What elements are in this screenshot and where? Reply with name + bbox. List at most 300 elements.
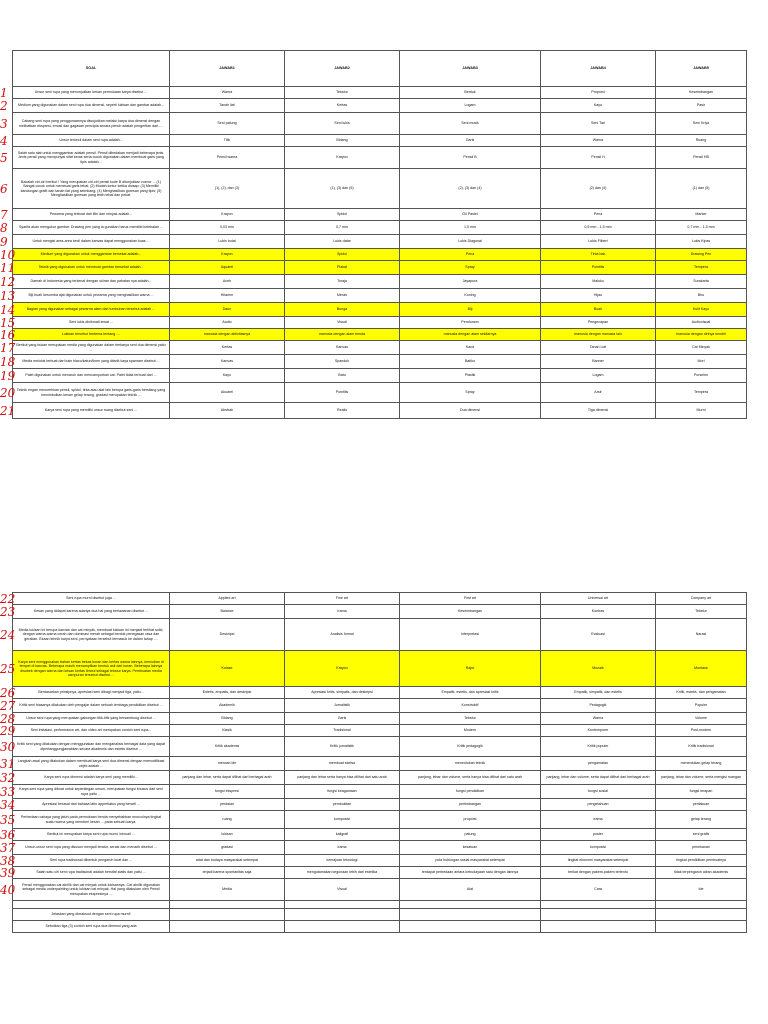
answer-cell-2: Garis [285,713,400,725]
answer-cell-3: Kritik pedagogik [400,737,541,757]
answer-cell-1: Aceh [170,275,285,289]
answer-cell-2: Analisis formal [285,619,400,651]
answer-cell-4: Mozaik [541,651,656,687]
answer-cell-3: Interpretasi [400,619,541,651]
answer-cell-3: menentukan teknik [400,757,541,771]
answer-cell-3: Logam [400,99,541,113]
handwritten-number: 11 [0,260,16,275]
answer-cell-2: (1), (3) dan (5) [285,169,400,209]
question-cell: Langkah awal yang dilakukan dalam membuat karya seni dua dimensi dengan memodifikasi objek adalah ... [13,757,170,771]
answer-cell-4: Evaluasi [541,619,656,651]
handwritten-number: 21 [0,403,16,418]
answer-cell-3: Dua dimensi [400,403,541,419]
answer-cell-2: Visual [285,879,400,901]
answer-cell-3: Garis [400,135,541,147]
quiz2-row [13,867,747,879]
handwritten-number: 14 [0,302,16,317]
answer-cell-5: Narasi [656,619,747,651]
answer-cell-4: tingkat ekonomi masyarakat setempat [541,855,656,867]
handwritten-number: 28 [0,711,16,726]
answer-cell-2: Bunga [285,303,400,317]
answer-cell-4 [541,909,656,921]
answer-cell-5: menentukan gelap terang [656,757,747,771]
answer-cell-1: Kolase [170,651,285,687]
answer-cell-2: Bidang [285,135,400,147]
answer-cell-5: perilakuan [656,799,747,811]
quiz2-row [13,713,747,725]
header-jawab3: JAWAB3 [400,51,541,87]
answer-cell-5: Pensil HB [656,147,747,169]
answer-cell-2: Realis [285,403,400,419]
question-cell: Medium yang digunakan untuk menggambar bersekat adalah... [13,249,170,261]
answer-cell-2: Lukis datar [285,235,400,249]
answer-cell-3: Biji [400,303,541,317]
quiz2-row [13,841,747,855]
answer-cell-5: Kulit Kayu [656,303,747,317]
question-cell: Berikut yang bukan merupakan media yang digunakan dalam berkarya seni dua dimensi yaitu ... [13,341,170,355]
answer-cell-4: Logam [541,369,656,383]
answer-cell-1: Bidang [170,713,285,725]
answer-cell-5: Tempera [656,383,747,403]
answer-cell-3: 1,5 mm [400,221,541,235]
answer-cell-5: Montase [656,651,747,687]
answer-cell-3: Bentuk [400,87,541,99]
quiz1-row [13,249,747,261]
question-cell: Karya seni rupa dimensi adalah karya seni yang memiliki... [13,771,170,785]
handwritten-number: 5 [0,150,8,165]
quiz1-row [13,261,747,275]
answer-cell-2: Spidol [285,249,400,261]
question-cell: Sebutkan tiga (3) contoh seni rupa dua dimensi yang ada [13,921,170,933]
quiz1-row [13,403,747,419]
quiz1-row [13,303,747,317]
answer-cell-2: fungsi keagamaan [285,785,400,799]
answer-cell-2: irama [285,841,400,855]
answer-cell-1: Daun [170,303,285,317]
answer-cell-3: fungsi pendidikan [400,785,541,799]
quiz2-row [13,909,747,921]
quiz1-row [13,221,747,235]
answer-cell-5 [656,921,747,933]
answer-cell-3: Spray [400,383,541,403]
answer-cell-1: Aquarel [170,261,285,275]
answer-cell-1: adat dan budaya masyarakat setempat [170,855,285,867]
answer-cell-2: 0,7 mm [285,221,400,235]
quiz2-row [13,879,747,901]
answer-cell-5 [656,901,747,909]
answer-cell-3: Tekstur [400,713,541,725]
answer-cell-1: Deskripsi [170,619,285,651]
question-cell: Unsur terkecil dalam seni rupa adalah... [13,135,170,147]
answer-cell-5: (1) dan (5) [656,169,747,209]
answer-cell-5: tingkat pendidikan pembuatnya [656,855,747,867]
answer-cell-4: Kontemporer [541,725,656,737]
answer-cell-5: Marker [656,209,747,221]
question-cell: Seni rupa tradisional dibentuk pengaruh kuat dan ... [13,855,170,867]
answer-cell-5: Mori [656,355,747,369]
handwritten-number: 30 [0,739,16,754]
question-cell: Berdasarkan prinsipnya, apresiasi seni dibagi menjadi tiga, yaitu... [13,687,170,699]
answer-cell-4: Cara [541,879,656,901]
answer-cell-2: kaligrafi [285,829,400,841]
answer-cell-2: Spanduk [285,355,400,369]
question-cell: Untuk mengisi area-area kecil dalam kanvas dapat menggunakan kuas ... [13,235,170,249]
answer-cell-2: komposisi [285,811,400,829]
answer-cell-1: Lukis bulat [170,235,285,249]
answer-cell-3: Oil Pastel [400,209,541,221]
handwritten-number: 18 [0,354,16,369]
answer-cell-3: patung [400,829,541,841]
answer-cell-4: Kritik populer [541,737,656,757]
question-cell: Syarifa akan mengukur gambar. Drawing pen yang ia gunakan harus memiliki ketebalan ... [13,221,170,235]
answer-cell-1 [170,909,285,921]
handwritten-number: 31 [0,756,16,771]
answer-cell-2: Merah [285,289,400,303]
answer-cell-3: Pena [400,249,541,261]
answer-cell-1: 0,03 mm [170,221,285,235]
handwritten-number: 38 [0,853,16,868]
handwritten-number: 37 [0,840,16,855]
answer-cell-5: Kritik tradisional [656,737,747,757]
handwritten-number: 9 [0,234,8,249]
answer-cell-1: ruang [170,811,285,829]
answer-cell-4: Warna [541,135,656,147]
answer-cell-3: panjang, lebar dan volume, serta hanya bisa dilihat dari satu arah [400,771,541,785]
quiz1-row [13,209,747,221]
answer-cell-1: Kanvas [170,355,285,369]
answer-cell-5: Murni [656,403,747,419]
question-cell: Unsur-unsur seni rupa yang disusun menjadi teratur, serasi dan menarik disebut ... [13,841,170,855]
answer-cell-2: Apresiasi kritis, simpatis, dan deskripsi [285,687,400,699]
handwritten-number: 6 [0,181,8,196]
answer-cell-5: Drawing Pen [656,249,747,261]
quiz1-row [13,113,747,135]
quiz1-row [13,329,747,341]
answer-cell-2: manusia dengan alam benda [285,329,400,341]
answer-cell-3: (2), (3) dan (4) [400,169,541,209]
handwritten-number: 19 [0,368,16,383]
header-row [13,51,747,87]
answer-cell-4: komposisi [541,841,656,855]
answer-cell-2: Krayon [285,147,400,169]
answer-cell-2 [285,909,400,921]
answer-cell-1: Kritik akademis [170,737,285,757]
answer-cell-3: Empatik, estetis, dan apresiasi kritis [400,687,541,699]
answer-cell-1: Balance [170,605,285,619]
answer-cell-4: irama [541,811,656,829]
answer-cell-2: Tradisional [285,725,400,737]
handwritten-number: 29 [0,723,16,738]
question-cell: Salah satu alat untuk menggambar adalah pensil. Pensil dibedakan menjadi beberapa jenis. Jenis pensil yang mempunyai sifat keras serta cocok digunakan dalam membuat garis yang tipis adalah... [13,147,170,169]
quiz1-row [13,317,747,329]
answer-cell-2: Plakat [285,261,400,275]
handwritten-number: 7 [0,207,8,222]
handwritten-number: 16 [0,327,16,342]
answer-cell-5: 0,7 mm - 1,5 mm [656,221,747,235]
answer-cell-1: Warna [170,87,285,99]
answer-cell-5: fungsi terapan [656,785,747,799]
question-cell: Bagian yang digunakan sebagai pewarna alam dari tumbuhan tersebut adalah ... [13,303,170,317]
answer-cell-4: Pedagogik [541,699,656,713]
handwritten-number: 8 [0,220,8,235]
answer-cell-2: Toraja [285,275,400,289]
answer-cell-5: penekanan [656,841,747,855]
answer-cell-4: 0,5 mm - 1,5 mm [541,221,656,235]
answer-cell-4: Banner [541,355,656,369]
header-jawab2: JAWAB2 [285,51,400,87]
answer-cell-4: Pointilis [541,261,656,275]
handwritten-number: 4 [0,133,8,148]
quiz2-row [13,771,747,785]
quiz2-row [13,811,747,829]
question-cell: Seni instalasi, performance art, dan video art merupakan contoh seni rupa... [13,725,170,737]
handwritten-number: 13 [0,288,16,303]
answer-cell-3: First art [400,593,541,605]
question-cell: Media lukisan ini berupa kanvas dan cat minyak, membuat lukisan ini menjadi terlihat solid, dengan warna-warna cerah dan dominasi merah sebagai bentuk penegasan rasa dan gerakan. Ekaan tehnik karya seni, pernyataan tersebut termasuk ke dalam tahap .... [13,619,170,651]
answer-cell-5: Surakarta [656,275,747,289]
header-soal: SOAL [13,51,170,87]
answer-cell-5: Keseimbangan [656,87,747,99]
answer-cell-1: panjang dan lebar, serta dapat dilihat dari berbagai arah [170,771,285,785]
quiz1-row [13,169,747,209]
question-cell: Pewarna yang terbuat dari lilin dan minyak adalah... [13,209,170,221]
question-cell: Daerah di Indonesia yang terkenal dengan ukiran dan pahatan nya adalah... [13,275,170,289]
answer-cell-4: Tiga dimensi [541,403,656,419]
answer-cell-2: Jurnalistik [285,699,400,713]
quiz1-row [13,99,747,113]
answer-cell-1: Akuarel [170,383,285,403]
answer-cell-2: Pointilis [285,383,400,403]
answer-cell-4: (2) dan (4) [541,169,656,209]
answer-cell-4: Universal art [541,593,656,605]
question-cell: Jelaskan yang dimaksud dengan seni rupa murni! [13,909,170,921]
header-jawab1: JAWAB1 [170,51,285,87]
answer-cell-5: Audiovisual [656,317,747,329]
answer-cell-2: pembuktian [285,799,400,811]
answer-cell-5 [656,909,747,921]
quiz1-row [13,383,747,403]
answer-cell-4: Lukis Filbert [541,235,656,249]
handwritten-number: 3 [0,116,8,131]
answer-cell-2: panjang dan lebar serta hanya bisa dilihat dari satu arah [285,771,400,785]
answer-cell-1: manusia dengan aktivitasnya [170,329,285,341]
answer-cell-5: Tempera [656,261,747,275]
answer-cell-3: Alat [400,879,541,901]
answer-cell-5: Ide [656,879,747,901]
quiz1-row [13,341,747,355]
quiz-table-2 [12,592,747,933]
quiz2-row [13,699,747,713]
question-cell: Unsur seni rupa yang merupakan gabungan titik-titik yang bersambung disebut ... [13,713,170,725]
answer-cell-2: mengutamakan kegunaan lebih dari estetika [285,867,400,879]
answer-cell-4: pengetahuan [541,799,656,811]
handwritten-number: 27 [0,698,16,713]
answer-cell-5: Populer [656,699,747,713]
quiz2-row [13,829,747,841]
question-cell: Kritik seni biasanya dilakukan oleh pengajar dalam sebuah lembaga pendidikan disebut ... [13,699,170,713]
question-cell: Medium yang digunakan dalam seni rupa dua dimensi, seperti lukisan dan gambar adalah... [13,99,170,113]
answer-cell-3: Keseimbangan [400,605,541,619]
answer-cell-1: Akademik [170,699,285,713]
answer-cell-3: Seni musik [400,113,541,135]
answer-cell-2: Seni lukis [285,113,400,135]
quiz2-row [13,737,747,757]
answer-cell-1: Klasik [170,725,285,737]
answer-cell-1 [170,901,285,909]
handwritten-number: 34 [0,797,16,812]
answer-cell-1: Pensil warna [170,147,285,169]
question-cell: Biji buah kesumba ajat digunakan untuk pewarna yang menghasilkan warna ... [13,289,170,303]
answer-cell-2: Kritik jurnalistik [285,737,400,757]
answer-cell-3 [400,901,541,909]
question-cell: Karya seni menggunakan bahan kertas bekas koran dan kertas warna lainnya, kemudian di tempel di kanvas. Beberapa masih menampilkan bentuk asli dari koran. Beberapa lainnya disobek dengan warna dan kesan kertas timbul sebagai tekstur karya. Pembuatan media campuran tersebut disebut ... [13,651,170,687]
quiz2-row [13,799,747,811]
answer-cell-2: kemajuan teknologi [285,855,400,867]
answer-cell-1: fungsi ekspresi [170,785,285,799]
answer-cell-4: Hijau [541,289,656,303]
answer-cell-4 [541,901,656,909]
answer-cell-2: Kanvas [285,341,400,355]
answer-cell-5: Volume [656,713,747,725]
answer-cell-3: pola hubungan sosial masyarakat setempat [400,855,541,867]
answer-cell-2: Tekstur [285,87,400,99]
answer-cell-3: pertimbangan [400,799,541,811]
answer-cell-1: Abstrak [170,403,285,419]
answer-cell-3: kesatuan [400,841,541,855]
quiz2-row [13,757,747,771]
answer-cell-3 [400,921,541,933]
answer-cell-4: Arsir [541,383,656,403]
handwritten-number: 1 [0,85,8,100]
answer-cell-1 [170,921,285,933]
answer-cell-1: gradasi [170,841,285,855]
answer-cell-2: Irama [285,605,400,619]
answer-cell-4: Buah [541,303,656,317]
answer-cell-3: proporsi [400,811,541,829]
question-cell [13,901,170,909]
answer-cell-1: Kertas [170,341,285,355]
quiz1-row [13,147,747,169]
question-cell: Karya seni rupa yang memiliki unsur ruang disebut seni ... [13,403,170,419]
answer-cell-2: Krayon [285,651,400,687]
answer-cell-5: Biru [656,289,747,303]
answer-cell-3 [400,909,541,921]
answer-cell-4: fungsi sosial [541,785,656,799]
answer-cell-2: membuat sketsa [285,757,400,771]
answer-cell-1: perdaian [170,799,285,811]
quiz-table-1 [12,50,747,419]
quiz2-row [13,725,747,737]
question-cell: Salah satu ciri seni rupa tradisional adalah bersifat statis dan yaitu ... [13,867,170,879]
question-cell: Teknik engan menorehkan pensil, spidol, tinta atau alat lain berupa garis-garis bersilang yang menimbulkan kesan gelap terang, gradasi merupakan teknik ... [13,383,170,403]
question-cell: Teknik yang digunakan untuk membuat gambar bersekat adalah... [13,261,170,275]
quiz2-row [13,901,747,909]
answer-cell-2: Spidol [285,209,400,221]
quiz1-row [13,275,747,289]
answer-cell-3: Modern [400,725,541,737]
answer-cell-2 [285,921,400,933]
header-jawab4: JAWAB4 [541,51,656,87]
handwritten-number: 25 [0,661,16,676]
answer-cell-3: Rajut [400,651,541,687]
answer-cell-2: Batu [285,369,400,383]
answer-cell-1: Applied art [170,593,285,605]
answer-cell-3: Lukis Diagonal [400,235,541,249]
handwritten-number: 32 [0,770,16,785]
handwritten-question-numbers [0,0,16,1024]
answer-cell-5: Tekstur [656,605,747,619]
quiz1-row [13,289,747,303]
answer-cell-3: manusia dengan alam sekitarnya [400,329,541,341]
answer-cell-5: Company art [656,593,747,605]
quiz2-row [13,605,747,619]
handwritten-number: 39 [0,865,16,880]
answer-cell-2: Visual [285,317,400,329]
answer-cell-3: Pendumon [400,317,541,329]
answer-cell-5: Kritik, estetis, dan pengamatan [656,687,747,699]
answer-cell-1: (1), (2), dan (3) [170,169,285,209]
question-cell: Pensil menggunakan cat akrilik dan cat minyak untuk lukisannya. Cat akrilik digunakan sebagai media underpainting untuk lukisan cat minyak. Hal yang dilakukan oleh Pensil merupakan ekspresinya ... [13,879,170,901]
quiz1-row [13,87,747,99]
quiz2-row [13,687,747,699]
answer-cell-5: Porselen [656,369,747,383]
question-cell: Karya seni rupa yang dibuat untuk kepentingan umum, merupakan fungsi khusus dari seni rupa yaitu ... [13,785,170,799]
answer-cell-2: Kertas [285,99,400,113]
answer-cell-4: Pena [541,209,656,221]
handwritten-number: 26 [0,685,16,700]
answer-cell-5: tidak terpengaruh aliran akademis [656,867,747,879]
answer-cell-4: Seni Tari [541,113,656,135]
quiz2-row [13,785,747,799]
quiz2-row [13,921,747,933]
question-cell: Berikut ini merupakan karya seni rupa murni, kecuali ... [13,829,170,841]
answer-cell-5: manusia dengan dirinya sendiri [656,329,747,341]
answer-cell-1: Tanah liat [170,99,285,113]
question-cell: Palet digunakan untuk menaruh dan mencampurkan cat. Palet tidak terbuat dari ... [13,369,170,383]
answer-cell-4: Tinta bak [541,249,656,261]
answer-cell-4: terikat dengan pakem-pakem tertentu [541,867,656,879]
question-cell: Lukisan tersebut bertema tentang .... [13,329,170,341]
quiz2-row [13,651,747,687]
answer-cell-1: Titik [170,135,285,147]
answer-cell-3: Pensil B [400,147,541,169]
answer-cell-5: Lukis Kipas [656,235,747,249]
answer-cell-1: Kayu [170,369,285,383]
answer-cell-5: Post-modern [656,725,747,737]
answer-cell-5: gelap terang [656,811,747,829]
handwritten-number: 36 [0,827,16,842]
answer-cell-1: mencari ide [170,757,285,771]
quiz1-row [13,369,747,383]
answer-cell-4: Proporsi [541,87,656,99]
answer-cell-4: Kontras [541,605,656,619]
question-cell: Kritik seni yang dilakukan dengan menggunakan dan menganalisis berbagai data yang dapat dipertanggungjawabkan secara akademis dan estetis disebut ... [13,737,170,757]
answer-cell-3: Jayapura [400,275,541,289]
answer-cell-4: Tanah Liat [541,341,656,355]
quiz1-row [13,235,747,249]
question-cell: Unsur seni rupa yang menunjukkan kesan permukaan karya disebut ... [13,87,170,99]
answer-cell-5: seni grafis [656,829,747,841]
answer-cell-1: lukisan [170,829,285,841]
answer-cell-5: Ruang [656,135,747,147]
quiz2-row [13,593,747,605]
answer-cell-3: Konstruktif [400,699,541,713]
answer-cell-5: Cat Minyak [656,341,747,355]
answer-cell-4: Kayu [541,99,656,113]
answer-cell-4 [541,921,656,933]
answer-cell-3: Spray [400,261,541,275]
header-jawab5: JAWAB5 [656,51,747,87]
